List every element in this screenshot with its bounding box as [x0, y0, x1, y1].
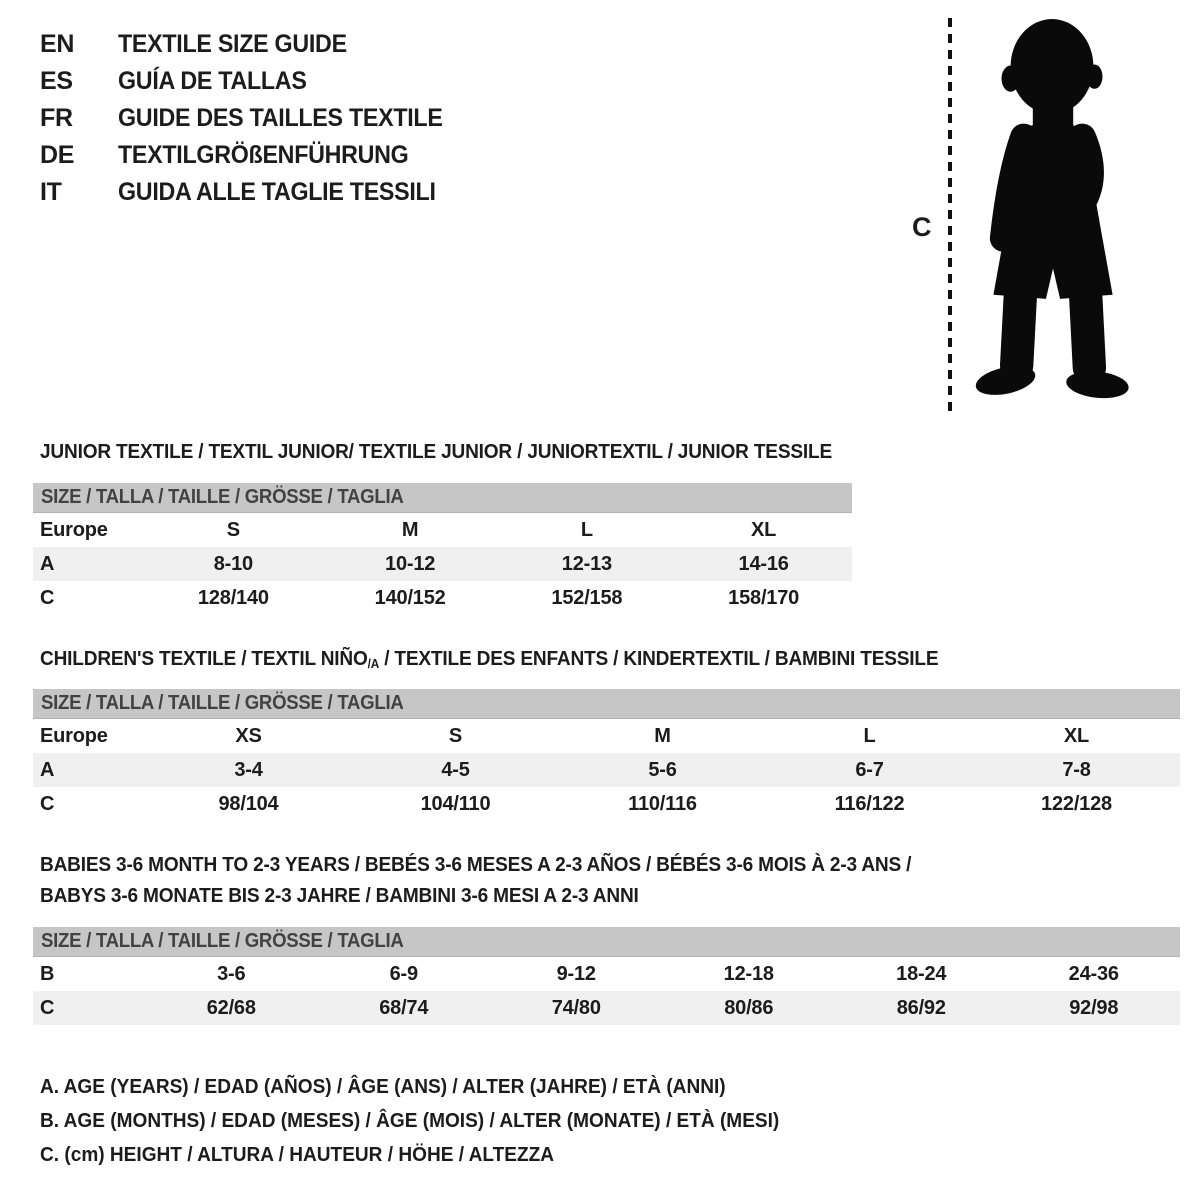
language-list: [40, 26, 467, 211]
table-row: [33, 581, 852, 615]
table-cell: 4-5: [441, 758, 470, 781]
language-code: EN: [40, 30, 75, 58]
legend-line-c: C. (cm) HEIGHT / ALTURA / HAUTEUR / HÖHE / ALTEZZA: [40, 1143, 555, 1166]
table-cell: 98/104: [218, 792, 279, 815]
table-cell: XL: [1063, 724, 1090, 747]
legend-line-b: B. AGE (MONTHS) / EDAD (MESES) / ÂGE (MOIS) / ALTER (MONATE) / ETÀ (MESI): [40, 1109, 780, 1132]
size-header-bar-children: SIZE / TALLA / TAILLE / GRÖSSE / TAGLIA: [33, 689, 1180, 719]
table-cell: M: [654, 724, 671, 747]
table-cell: 68/74: [379, 996, 429, 1019]
row-label: Europe: [40, 724, 108, 747]
row-label: C: [40, 792, 55, 815]
table-row: [33, 957, 1180, 991]
table-row: [33, 787, 1180, 821]
table-cell: 86/92: [896, 996, 946, 1019]
babies-size-table: [33, 957, 1180, 1025]
row-label: A: [40, 552, 55, 575]
children-size-table: [33, 719, 1180, 821]
table-row: [33, 753, 1180, 787]
table-cell: 6-9: [389, 962, 418, 985]
table-cell: 3-4: [234, 758, 263, 781]
language-label: TEXTILE SIZE GUIDE: [118, 30, 347, 58]
table-cell: XS: [235, 724, 262, 747]
table-cell: XL: [751, 518, 777, 541]
section-title-junior: JUNIOR TEXTILE / TEXTIL JUNIOR/ TEXTILE JUNIOR / JUNIORTEXTIL / JUNIOR TESSILE: [40, 440, 832, 463]
table-row: [33, 719, 1180, 753]
row-label: C: [40, 586, 55, 609]
table-row: [33, 991, 1180, 1025]
table-row: [33, 547, 852, 581]
language-row: [40, 26, 467, 63]
table-cell: 6-7: [855, 758, 884, 781]
table-cell: 80/86: [724, 996, 774, 1019]
table-cell: 9-12: [556, 962, 596, 985]
language-label: GUIDA ALLE TAGLIE TESSILI: [118, 178, 436, 206]
table-cell: 8-10: [213, 552, 253, 575]
table-cell: 104/110: [420, 792, 491, 815]
legend-line-a: A. AGE (YEARS) / EDAD (AÑOS) / ÂGE (ANS) / ALTER (JAHRE) / ETÀ (ANNI): [40, 1075, 726, 1098]
row-label: B: [40, 962, 55, 985]
table-cell: 12-13: [561, 552, 612, 575]
nino-a-subscript: /A: [367, 656, 380, 672]
row-label: A: [40, 758, 55, 781]
size-header-bar-junior: SIZE / TALLA / TAILLE / GRÖSSE / TAGLIA: [33, 483, 852, 513]
row-label: C: [40, 996, 55, 1019]
language-code: ES: [40, 67, 73, 95]
section-title-children: CHILDREN'S TEXTILE / TEXTIL $NIÑO_{/A}$ / TEXTILE DES ENFANTS / KINDERTEXTIL / BAMBINI TESSILE: [40, 647, 939, 672]
table-cell: L: [863, 724, 876, 747]
table-cell: M: [401, 518, 419, 541]
toddler-silhouette-icon: [962, 14, 1142, 418]
language-label: GUIDE DES TAILLES TEXTILE: [118, 104, 443, 132]
table-cell: 12-18: [723, 962, 774, 985]
language-row: [40, 174, 467, 211]
language-row: [40, 63, 467, 100]
table-cell: 14-16: [738, 552, 789, 575]
table-cell: 110/116: [628, 792, 697, 815]
table-row: [33, 513, 852, 547]
table-cell: L: [580, 518, 593, 541]
table-cell: 18-24: [896, 962, 947, 985]
table-cell: 62/68: [206, 996, 256, 1019]
size-header-bar-babies: SIZE / TALLA / TAILLE / GRÖSSE / TAGLIA: [33, 927, 1180, 957]
table-cell: 116/122: [834, 792, 905, 815]
language-code: DE: [40, 141, 75, 169]
table-cell: S: [226, 518, 240, 541]
language-code: IT: [40, 178, 62, 206]
table-cell: 5-6: [648, 758, 677, 781]
table-cell: 152/158: [551, 586, 623, 609]
table-cell: 122/128: [1041, 792, 1112, 815]
height-measure-label: C: [912, 212, 932, 242]
legend: [40, 1070, 835, 1172]
height-measure-dashed-line: [948, 18, 952, 416]
junior-size-table: [33, 513, 852, 615]
row-label: Europe: [40, 518, 108, 541]
language-row: [40, 137, 467, 174]
language-code: FR: [40, 104, 73, 132]
table-cell: 3-6: [217, 962, 246, 985]
table-cell: 128/140: [197, 586, 269, 609]
section-title-babies: BABIES 3-6 MONTH TO 2-3 YEARS / BEBÉS 3-6 MESES A 2-3 AÑOS / BÉBÉS 3-6 MOIS À 2-3 ANS / BABYS 3-6 MONATE BIS 2-3 JAHRE / BAMBINI 3-6 MESI A 2-3 ANNI: [40, 853, 912, 907]
table-cell: 140/152: [374, 586, 446, 609]
table-cell: 158/170: [728, 586, 800, 609]
language-label: GUÍA DE TALLAS: [118, 67, 307, 95]
table-cell: 10-12: [385, 552, 436, 575]
table-cell: 92/98: [1069, 996, 1119, 1019]
language-label: TEXTILGRÖßENFÜHRUNG: [118, 141, 409, 169]
table-cell: 24-36: [1068, 962, 1119, 985]
language-row: [40, 100, 467, 137]
table-cell: 74/80: [551, 996, 601, 1019]
table-cell: 7-8: [1062, 758, 1091, 781]
table-cell: S: [448, 724, 463, 747]
